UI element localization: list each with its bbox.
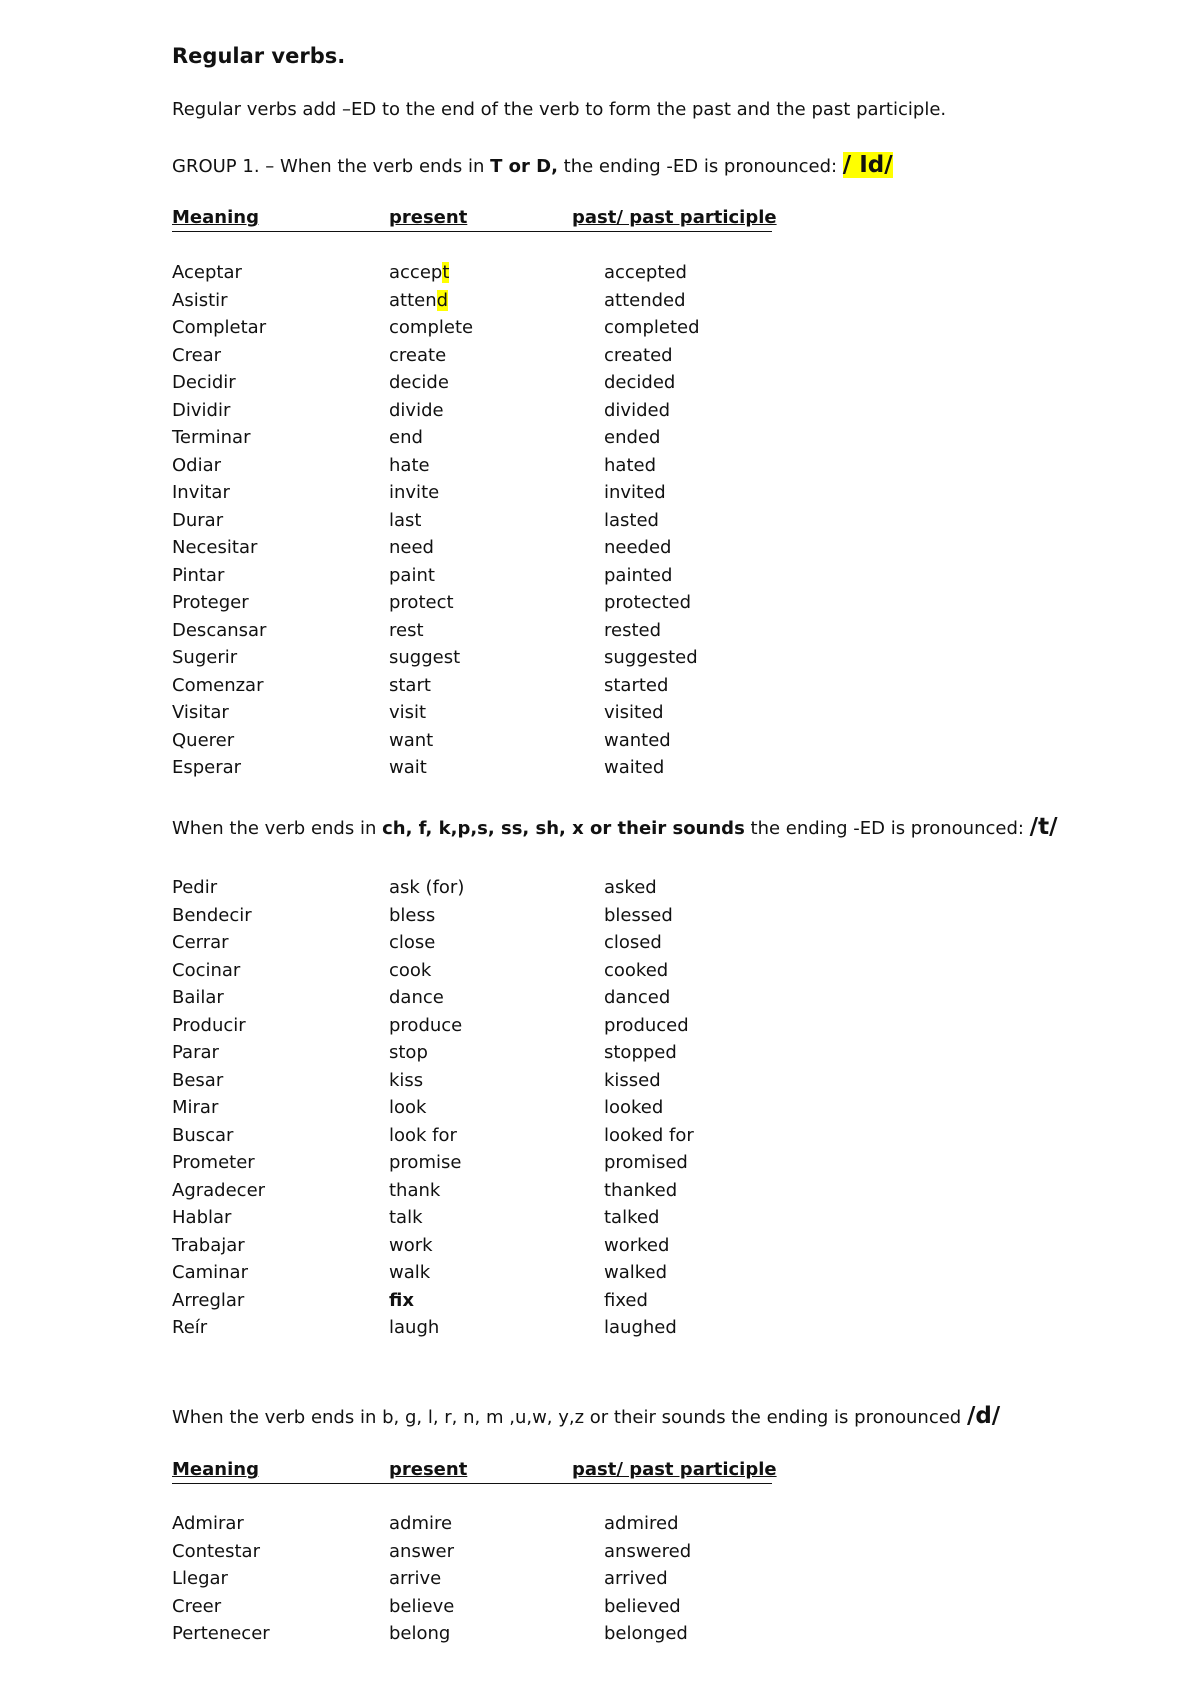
- present-cell: [389, 455, 430, 476]
- meaning-cell: Pedir: [172, 877, 218, 898]
- present-stem: divide: [389, 399, 444, 421]
- present-cell: belong: [389, 1623, 451, 1644]
- table-row: [0, 960, 1200, 987]
- table-row: [0, 1207, 1200, 1234]
- group3-pronunciation: /d/: [966, 1403, 1001, 1429]
- present-cell: believe: [389, 1595, 455, 1617]
- header-meaning: Meaning: [172, 207, 259, 228]
- table-row: [0, 675, 1200, 702]
- table-row: [0, 620, 1200, 647]
- meaning-cell: Hablar: [172, 1207, 232, 1228]
- present-cell: [389, 675, 431, 696]
- past-cell: kissed: [604, 1069, 661, 1091]
- meaning-cell: Decidir: [172, 372, 236, 393]
- group2-rule-text: When the verb ends in: [172, 818, 383, 839]
- table-row: [0, 1235, 1200, 1262]
- present-cell: look for: [389, 1124, 457, 1146]
- meaning-cell: Mirar: [172, 1097, 219, 1118]
- table-row: [0, 932, 1200, 959]
- present-cell: produce: [389, 1014, 463, 1036]
- past-cell: fixed: [604, 1289, 648, 1311]
- present-stem: decide: [389, 372, 449, 393]
- group2-rule-letters: ch, f, k,p,s, ss, sh, x or their sounds: [382, 818, 745, 839]
- present-cell: look: [389, 1097, 427, 1118]
- past-cell: waited: [604, 757, 665, 778]
- table-row: [0, 1623, 1200, 1650]
- present-cell: thank: [389, 1179, 441, 1201]
- past-cell: believed: [604, 1595, 681, 1617]
- table-row: [0, 702, 1200, 729]
- meaning-cell: Arreglar: [172, 1289, 245, 1311]
- header-underline: [172, 1483, 772, 1484]
- past-cell: rested: [604, 619, 662, 641]
- present-stem: suggest: [389, 647, 461, 668]
- present-cell: answer: [389, 1540, 455, 1562]
- past-cell: admired: [604, 1513, 679, 1534]
- past-cell: danced: [604, 987, 671, 1008]
- meaning-cell: Buscar: [172, 1124, 234, 1146]
- present-cell: [389, 620, 424, 641]
- meaning-cell: Visitar: [172, 702, 229, 723]
- present-stem: create: [389, 344, 447, 366]
- meaning-cell: Crear: [172, 344, 222, 366]
- table-row: [0, 987, 1200, 1014]
- present-stem: paint: [389, 564, 435, 586]
- meaning-cell: Dividir: [172, 399, 231, 421]
- header-underline: [172, 231, 772, 232]
- past-cell: thanked: [604, 1179, 678, 1201]
- present-stem: last: [389, 509, 422, 531]
- past-cell: protected: [604, 592, 692, 613]
- present-cell: [389, 537, 434, 558]
- present-cell: [389, 400, 444, 421]
- table-row: [0, 905, 1200, 932]
- meaning-cell: Bailar: [172, 987, 224, 1008]
- meaning-cell: Asistir: [172, 289, 228, 311]
- present-cell: [389, 757, 427, 778]
- meaning-cell: Producir: [172, 1014, 246, 1036]
- table-row: [0, 290, 1200, 317]
- present-cell: promise: [389, 1152, 462, 1173]
- present-cell: [389, 427, 423, 448]
- meaning-cell: Reír: [172, 1317, 208, 1338]
- meaning-cell: Cocinar: [172, 959, 241, 981]
- present-cell: fix: [389, 1289, 414, 1311]
- present-cell: [389, 345, 446, 366]
- present-stem: wait: [389, 757, 427, 778]
- past-cell: wanted: [604, 729, 671, 751]
- meaning-cell: Prometer: [172, 1152, 255, 1173]
- meaning-cell: Comenzar: [172, 674, 264, 696]
- present-cell: [389, 372, 449, 393]
- past-cell: decided: [604, 372, 676, 393]
- present-cell: [389, 482, 439, 503]
- past-cell: arrived: [604, 1568, 668, 1589]
- group3-rule-text: When the verb ends in b, g, l, r, n, m ,u,w, y,z or their sounds the ending is pronounced: [172, 1407, 967, 1428]
- group1-rule-text: GROUP 1. – When the verb ends in: [172, 156, 491, 177]
- past-cell: cooked: [604, 959, 669, 981]
- meaning-cell: Terminar: [172, 427, 251, 448]
- header-meaning: Meaning: [172, 1459, 259, 1480]
- group1-pronunciation: / Id/: [842, 152, 893, 178]
- present-cell: walk: [389, 1262, 431, 1283]
- present-stem: atten: [389, 289, 437, 311]
- meaning-cell: Pintar: [172, 564, 225, 586]
- past-cell: belonged: [604, 1623, 688, 1644]
- meaning-cell: Durar: [172, 509, 224, 531]
- past-cell: suggested: [604, 647, 698, 668]
- table-row: [0, 1097, 1200, 1124]
- past-cell: hated: [604, 454, 656, 476]
- past-cell: talked: [604, 1207, 660, 1228]
- meaning-cell: Cerrar: [172, 932, 229, 953]
- past-cell: accepted: [604, 262, 687, 283]
- header-past: past/ past participle: [572, 207, 777, 228]
- group2-rule: [172, 814, 1057, 840]
- meaning-cell: Esperar: [172, 757, 242, 778]
- present-stem: need: [389, 537, 434, 558]
- meaning-cell: Querer: [172, 729, 235, 751]
- group2-rule-ending: the ending -ED is pronounced:: [744, 818, 1030, 839]
- present-cell: admire: [389, 1513, 453, 1534]
- table-row: [0, 877, 1200, 904]
- intro-text: Regular verbs add –ED to the end of the verb to form the past and the past participle.: [172, 99, 947, 120]
- past-cell: walked: [604, 1262, 668, 1283]
- past-cell: worked: [604, 1234, 670, 1256]
- present-cell: laugh: [389, 1317, 440, 1338]
- present-cell: work: [389, 1234, 433, 1256]
- past-cell: asked: [604, 877, 657, 898]
- meaning-cell: Trabajar: [172, 1234, 245, 1256]
- meaning-cell: Agradecer: [172, 1179, 266, 1201]
- present-stem: want: [389, 729, 434, 751]
- table-row: [0, 1152, 1200, 1179]
- present-cell: [389, 510, 421, 531]
- present-cell: close: [389, 932, 436, 953]
- present-cell: [389, 317, 473, 338]
- past-cell: looked for: [604, 1124, 694, 1146]
- present-stem: rest: [389, 619, 424, 641]
- present-stem: complete: [389, 317, 474, 338]
- present-cell: [389, 702, 426, 723]
- past-cell: promised: [604, 1152, 688, 1173]
- table-row: [0, 510, 1200, 537]
- past-cell: divided: [604, 399, 671, 421]
- meaning-cell: Odiar: [172, 454, 222, 476]
- meaning-cell: Creer: [172, 1595, 222, 1617]
- present-highlighted-ending: d: [436, 289, 449, 311]
- table-row: [0, 730, 1200, 757]
- present-cell: dance: [389, 987, 444, 1008]
- present-stem: start: [389, 674, 431, 696]
- table-row: [0, 262, 1200, 289]
- present-stem: accep: [389, 262, 443, 283]
- table-row: [0, 1180, 1200, 1207]
- table-row: [0, 757, 1200, 784]
- present-cell: [389, 565, 435, 586]
- table-row: [0, 1541, 1200, 1568]
- present-stem: protect: [389, 592, 454, 613]
- table-row: [0, 345, 1200, 372]
- meaning-cell: Besar: [172, 1069, 224, 1091]
- group3-rule: [172, 1403, 1000, 1429]
- header-present: present: [389, 1459, 468, 1480]
- meaning-cell: Caminar: [172, 1262, 248, 1283]
- meaning-cell: Sugerir: [172, 647, 238, 668]
- group1-rule-ending: the ending -ED is pronounced:: [557, 156, 843, 177]
- meaning-cell: Parar: [172, 1042, 219, 1063]
- table-row: [0, 647, 1200, 674]
- past-cell: started: [604, 674, 669, 696]
- past-cell: created: [604, 344, 673, 366]
- table-row: [0, 565, 1200, 592]
- present-stem: hate: [389, 454, 430, 476]
- table-row: [0, 455, 1200, 482]
- table-row: [0, 537, 1200, 564]
- table-row: [0, 427, 1200, 454]
- past-cell: blessed: [604, 904, 673, 926]
- past-cell: attended: [604, 289, 686, 311]
- table-row: [0, 482, 1200, 509]
- present-cell: [389, 592, 454, 613]
- past-cell: produced: [604, 1014, 689, 1036]
- present-stem: invite: [389, 482, 440, 503]
- meaning-cell: Aceptar: [172, 262, 242, 283]
- present-cell: kiss: [389, 1069, 424, 1091]
- past-cell: invited: [604, 482, 666, 503]
- meaning-cell: Proteger: [172, 592, 249, 613]
- present-cell: ask (for): [389, 877, 465, 898]
- header-past: past/ past participle: [572, 1459, 777, 1480]
- table-row: [0, 1042, 1200, 1069]
- header-present: present: [389, 207, 468, 228]
- table-row: [0, 400, 1200, 427]
- past-cell: laughed: [604, 1317, 677, 1338]
- meaning-cell: Admirar: [172, 1513, 244, 1534]
- table-row: [0, 1070, 1200, 1097]
- past-cell: visited: [604, 702, 664, 723]
- past-cell: answered: [604, 1540, 692, 1562]
- table-row: [0, 1125, 1200, 1152]
- table-row: [0, 1568, 1200, 1595]
- meaning-cell: Descansar: [172, 619, 267, 641]
- present-cell: cook: [389, 959, 432, 981]
- present-stem: visit: [389, 702, 427, 723]
- table-row: [0, 1262, 1200, 1289]
- page-title: Regular verbs.: [172, 44, 346, 68]
- meaning-cell: Pertenecer: [172, 1623, 270, 1644]
- present-stem: end: [389, 427, 423, 448]
- past-cell: closed: [604, 932, 662, 953]
- group1-rule: [172, 152, 893, 178]
- meaning-cell: Bendecir: [172, 904, 252, 926]
- meaning-cell: Invitar: [172, 482, 230, 503]
- group2-pronunciation: /t/: [1029, 814, 1058, 840]
- meaning-cell: Contestar: [172, 1540, 260, 1562]
- past-cell: ended: [604, 427, 661, 448]
- table-row: [0, 1015, 1200, 1042]
- group1-rule-letters: T or D,: [490, 156, 558, 177]
- present-cell: arrive: [389, 1568, 442, 1589]
- past-cell: looked: [604, 1097, 664, 1118]
- table-row: [0, 592, 1200, 619]
- meaning-cell: Necesitar: [172, 537, 258, 558]
- table-row: [0, 372, 1200, 399]
- present-cell: [389, 730, 433, 751]
- present-cell: talk: [389, 1207, 423, 1228]
- present-cell: bless: [389, 904, 436, 926]
- present-highlighted-ending: t: [442, 262, 450, 283]
- meaning-cell: Llegar: [172, 1568, 228, 1589]
- table-row: [0, 1317, 1200, 1344]
- past-cell: needed: [604, 537, 672, 558]
- past-cell: lasted: [604, 509, 659, 531]
- past-cell: painted: [604, 564, 673, 586]
- present-cell: stop: [389, 1042, 428, 1063]
- table-row: [0, 1513, 1200, 1540]
- table-row: [0, 1290, 1200, 1317]
- past-cell: stopped: [604, 1042, 677, 1063]
- present-cell: [389, 290, 448, 311]
- past-cell: completed: [604, 317, 700, 338]
- present-cell: [389, 647, 460, 668]
- table-row: [0, 317, 1200, 344]
- meaning-cell: Completar: [172, 317, 267, 338]
- present-cell: [389, 262, 449, 283]
- table-row: [0, 1596, 1200, 1623]
